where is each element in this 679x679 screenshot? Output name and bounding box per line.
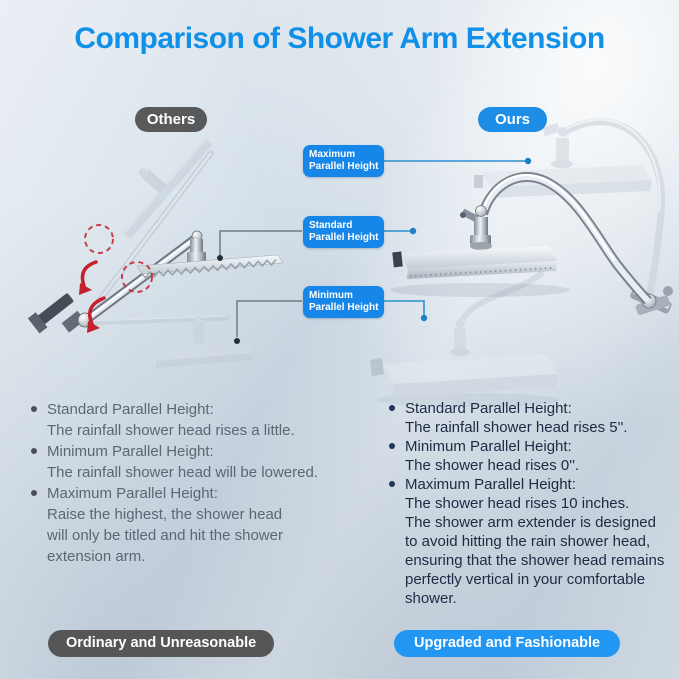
ours-footer-badge: Upgraded and Fashionable xyxy=(394,630,620,657)
item-line: The rainfall shower head will be lowered. xyxy=(47,464,318,481)
item-line: perfectly vertical in your comfortable xyxy=(405,571,646,588)
item-line: extension arm. xyxy=(47,548,146,565)
item-heading: Maximum Parallel Height: xyxy=(47,485,218,502)
item-line: The shower head rises 0''. xyxy=(405,457,580,474)
item-line: to avoid hitting the rain shower head, xyxy=(405,533,651,550)
item-heading: Standard Parallel Height: xyxy=(405,400,572,417)
wall-bracket xyxy=(28,290,92,334)
others-min-position-ghost xyxy=(84,316,252,368)
bullet-icon xyxy=(31,490,37,496)
item-heading: Standard Parallel Height: xyxy=(47,401,214,418)
item-heading: Maximum Parallel Height: xyxy=(405,476,576,493)
ours-feature-list xyxy=(388,399,673,608)
bullet-icon xyxy=(389,443,395,449)
item-line: Raise the highest, the shower head xyxy=(47,506,283,523)
item-line: ensuring that the shower head remains xyxy=(405,552,665,569)
ours-badge: Ours xyxy=(478,107,547,132)
list-item xyxy=(388,475,673,494)
others-illustration xyxy=(28,119,283,368)
item-line: The shower arm extender is designed xyxy=(405,514,656,531)
ours-max-position-ghost xyxy=(474,120,662,302)
bullet-icon xyxy=(389,481,395,487)
item-line: The shower head rises 10 inches. xyxy=(405,495,630,512)
others-badge: Others xyxy=(135,107,207,132)
callout-standard-parallel-height: Standard Parallel Height xyxy=(303,216,384,248)
bullet-icon xyxy=(389,405,395,411)
list-item xyxy=(388,437,673,456)
item-heading: Minimum Parallel Height: xyxy=(47,443,214,460)
list-item xyxy=(30,483,365,504)
list-item xyxy=(388,399,673,418)
item-line: The rainfall shower head rises 5''. xyxy=(405,419,628,436)
item-line: shower. xyxy=(405,590,457,607)
item-heading: Minimum Parallel Height: xyxy=(405,438,572,455)
item-line: The rainfall shower head rises a little. xyxy=(47,422,295,439)
others-feature-list xyxy=(30,399,365,567)
list-item xyxy=(30,399,365,420)
callout-minimum-parallel-height: Minimum Parallel Height xyxy=(303,286,384,318)
list-item xyxy=(30,441,365,462)
item-line: will only be titled and hit the shower xyxy=(47,527,283,544)
rotation-arrow-icon xyxy=(83,262,97,286)
callout-maximum-parallel-height: Maximum Parallel Height xyxy=(303,145,384,177)
others-footer-badge: Ordinary and Unreasonable xyxy=(48,630,274,657)
bullet-icon xyxy=(31,406,37,412)
ours-illustration xyxy=(370,120,673,407)
bullet-icon xyxy=(31,448,37,454)
page-title: Comparison of Shower Arm Extension xyxy=(74,22,605,55)
others-max-position-ghost xyxy=(86,119,213,318)
